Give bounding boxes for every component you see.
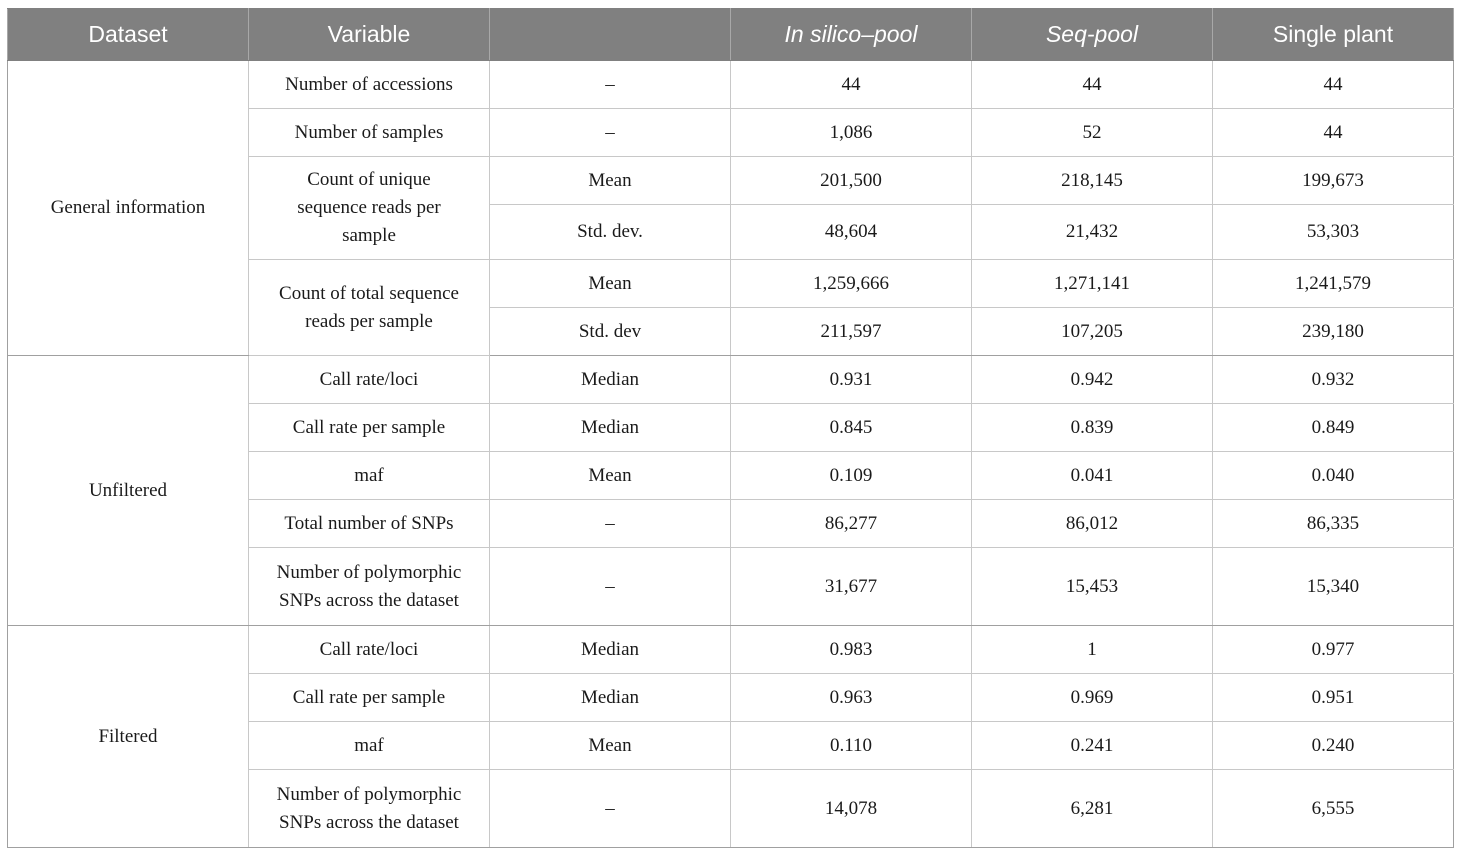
value-single-plant: 0.932: [1213, 356, 1454, 404]
value-seq-pool: 52: [972, 109, 1213, 157]
stat-cell: Std. dev: [490, 308, 731, 356]
value-seq-pool: 86,012: [972, 500, 1213, 548]
value-single-plant: 86,335: [1213, 500, 1454, 548]
variable-cell: Call rate/loci: [249, 356, 490, 404]
value-in-silico-pool: 31,677: [731, 548, 972, 626]
value-in-silico-pool: 201,500: [731, 157, 972, 205]
table-row: [8, 61, 1454, 109]
stat-cell: Mean: [490, 722, 731, 770]
value-seq-pool: 44: [972, 61, 1213, 109]
stat-cell: Mean: [490, 452, 731, 500]
value-single-plant: 199,673: [1213, 157, 1454, 205]
value-seq-pool: 218,145: [972, 157, 1213, 205]
stat-cell: –: [490, 548, 731, 626]
variable-cell: Count of total sequence reads per sample: [249, 260, 490, 356]
value-single-plant: 239,180: [1213, 308, 1454, 356]
value-in-silico-pool: 1,259,666: [731, 260, 972, 308]
stat-cell: Std. dev.: [490, 205, 731, 260]
value-in-silico-pool: 211,597: [731, 308, 972, 356]
header-single-plant: Single plant: [1213, 9, 1454, 61]
value-single-plant: 6,555: [1213, 770, 1454, 848]
value-in-silico-pool: 0.845: [731, 404, 972, 452]
value-single-plant: 44: [1213, 109, 1454, 157]
value-seq-pool: 0.969: [972, 674, 1213, 722]
value-in-silico-pool: 0.983: [731, 626, 972, 674]
variable-cell: maf: [249, 722, 490, 770]
header-in-silico-pool: In silico–pool: [731, 9, 972, 61]
dataset-cell-unfiltered: Unfiltered: [8, 356, 249, 626]
value-single-plant: 0.040: [1213, 452, 1454, 500]
stat-cell: –: [490, 109, 731, 157]
value-in-silico-pool: 14,078: [731, 770, 972, 848]
value-single-plant: 0.951: [1213, 674, 1454, 722]
value-seq-pool: 0.839: [972, 404, 1213, 452]
value-single-plant: 15,340: [1213, 548, 1454, 626]
variable-cell: Number of polymorphic SNPs across the dataset: [249, 548, 490, 626]
header-seq-pool: Seq-pool: [972, 9, 1213, 61]
value-in-silico-pool: 86,277: [731, 500, 972, 548]
stat-cell: Median: [490, 674, 731, 722]
header-row: [8, 9, 1454, 61]
header-variable: Variable: [249, 9, 490, 61]
value-single-plant: 53,303: [1213, 205, 1454, 260]
snp-summary-table: [7, 8, 1454, 848]
value-seq-pool: 1,271,141: [972, 260, 1213, 308]
value-seq-pool: 107,205: [972, 308, 1213, 356]
dataset-cell-filtered: Filtered: [8, 626, 249, 848]
variable-cell: Number of samples: [249, 109, 490, 157]
value-single-plant: 0.849: [1213, 404, 1454, 452]
table-row: [8, 356, 1454, 404]
value-seq-pool: 0.241: [972, 722, 1213, 770]
value-in-silico-pool: 0.110: [731, 722, 972, 770]
variable-cell: Call rate per sample: [249, 674, 490, 722]
table-row: [8, 626, 1454, 674]
variable-cell: Number of polymorphic SNPs across the dataset: [249, 770, 490, 848]
stat-cell: –: [490, 770, 731, 848]
value-single-plant: 0.240: [1213, 722, 1454, 770]
variable-cell: Call rate/loci: [249, 626, 490, 674]
value-single-plant: 44: [1213, 61, 1454, 109]
stat-cell: Median: [490, 404, 731, 452]
stat-cell: Mean: [490, 260, 731, 308]
stat-cell: Mean: [490, 157, 731, 205]
stat-cell: –: [490, 500, 731, 548]
value-single-plant: 1,241,579: [1213, 260, 1454, 308]
variable-cell: maf: [249, 452, 490, 500]
value-in-silico-pool: 1,086: [731, 109, 972, 157]
variable-cell: Total number of SNPs: [249, 500, 490, 548]
value-in-silico-pool: 0.109: [731, 452, 972, 500]
value-in-silico-pool: 0.931: [731, 356, 972, 404]
value-seq-pool: 15,453: [972, 548, 1213, 626]
variable-cell: Number of accessions: [249, 61, 490, 109]
stat-cell: –: [490, 61, 731, 109]
stat-cell: Median: [490, 356, 731, 404]
value-in-silico-pool: 44: [731, 61, 972, 109]
value-seq-pool: 6,281: [972, 770, 1213, 848]
header-dataset: Dataset: [8, 9, 249, 61]
stat-cell: Median: [490, 626, 731, 674]
value-seq-pool: 0.041: [972, 452, 1213, 500]
value-in-silico-pool: 48,604: [731, 205, 972, 260]
value-seq-pool: 0.942: [972, 356, 1213, 404]
variable-cell: Count of unique sequence reads per sample: [249, 157, 490, 260]
variable-cell: Call rate per sample: [249, 404, 490, 452]
header-statistic: [490, 9, 731, 61]
value-seq-pool: 1: [972, 626, 1213, 674]
value-seq-pool: 21,432: [972, 205, 1213, 260]
value-single-plant: 0.977: [1213, 626, 1454, 674]
dataset-cell-general-information: General information: [8, 61, 249, 356]
value-in-silico-pool: 0.963: [731, 674, 972, 722]
